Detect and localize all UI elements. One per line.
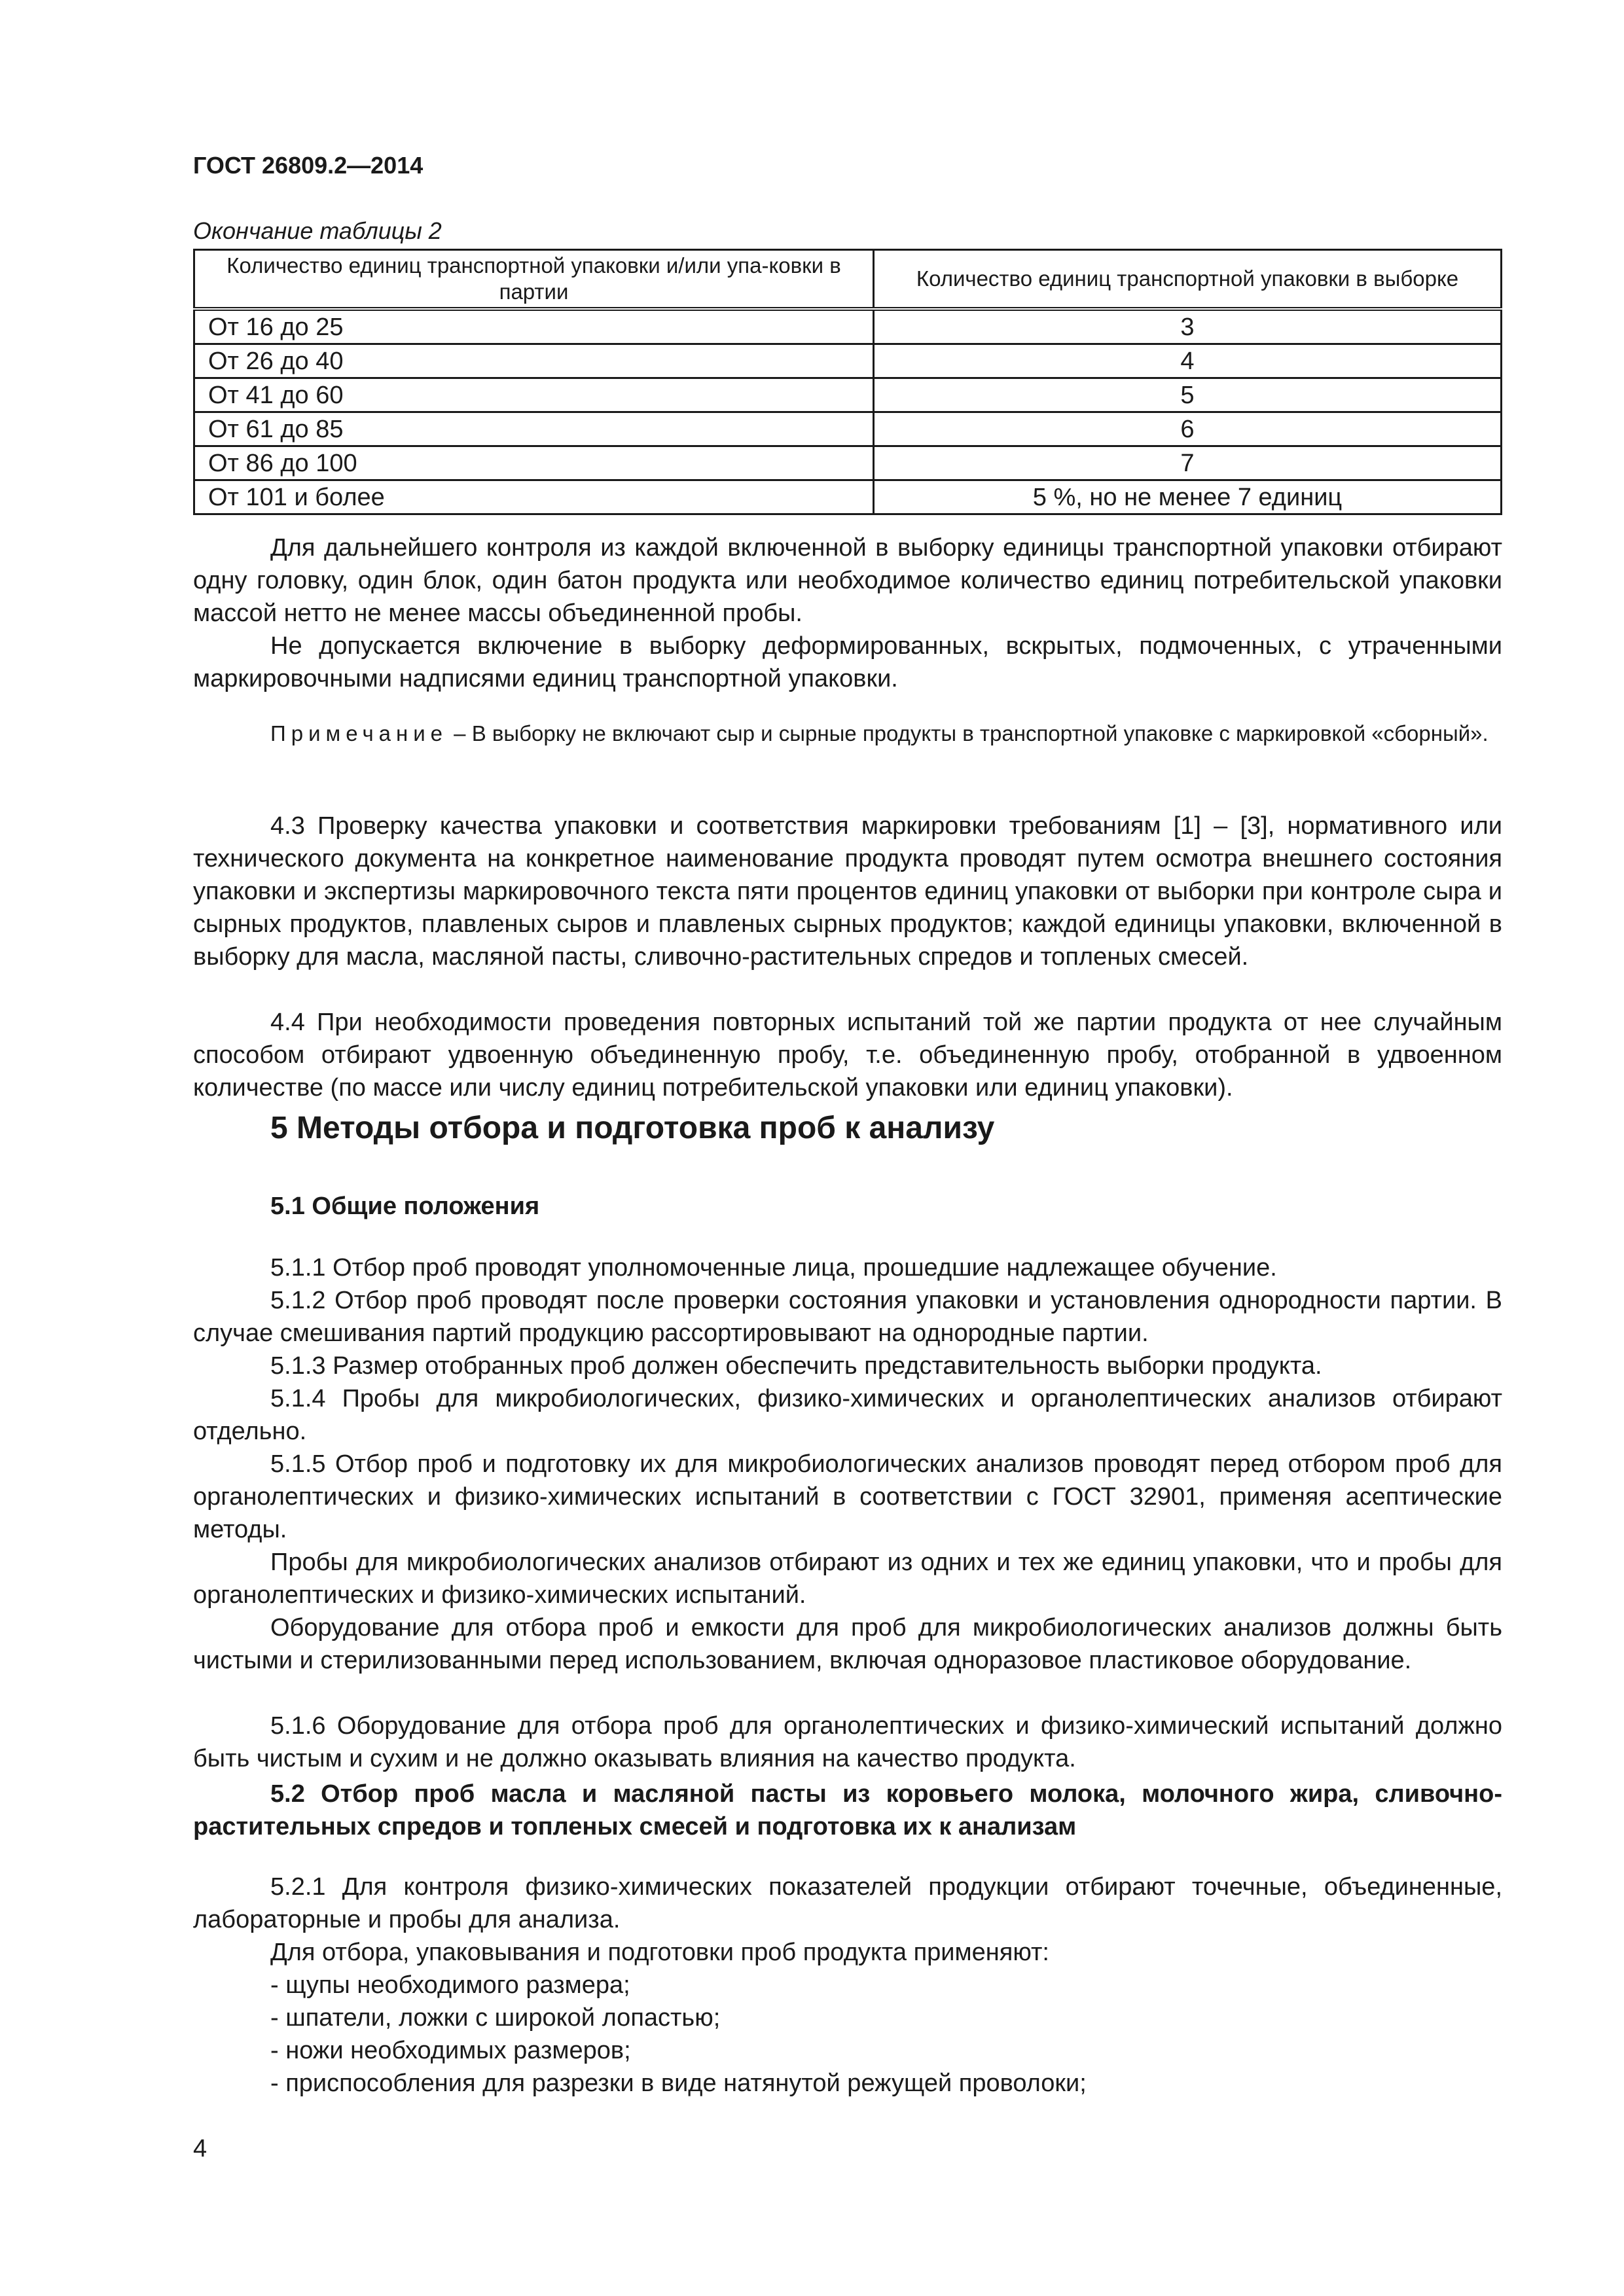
paragraph-5-1-3: 5.1.3 Размер отобранных проб должен обеспечить представительность выборки продукта. xyxy=(270,1352,1322,1380)
table-cell-range: От 86 до 100 xyxy=(194,446,874,480)
equipment-list xyxy=(270,1969,1501,2100)
table-row xyxy=(194,378,1502,412)
paragraph-5-1-4: 5.1.4 Пробы для микробиологических, физико-химических и органолептических анализов отбирают отдельно. xyxy=(193,1385,1502,1445)
paragraph-5-1-6: 5.1.6 Оборудование для отбора проб для органолептических и физико-химический испытаний должно быть чистым и сухим и не должно оказывать влияния на качество продукта. xyxy=(193,1712,1502,1772)
table-row xyxy=(194,344,1502,378)
table-header-sample-units: Количество единиц транспортной упаковки в выборке xyxy=(874,250,1502,310)
list-item: - щупы необходимого размера; xyxy=(270,1971,630,1999)
subsection-5-1-heading: 5.1 Общие положения xyxy=(270,1193,540,1220)
table-cell-count: 7 xyxy=(874,446,1502,480)
paragraph-5-2-1-apply: Для отбора, упаковывания и подготовки проб продукта применяют: xyxy=(270,1939,1049,1966)
table-cell-count: 5 xyxy=(874,378,1502,412)
subsection-5-2-heading: 5.2 Отбор проб масла и масляной пасты из коровьего молока, молочного жира, сливочно-растительных спредов и топленых смесей и подготовка их к анализам xyxy=(193,1780,1502,1840)
table-cell-count: 5 %, но не менее 7 единиц xyxy=(874,480,1502,514)
section-5-heading: 5 Методы отбора и подготовка проб к анализу xyxy=(270,1111,995,1145)
list-item: - шпатели, ложки с широкой лопастью; xyxy=(270,2004,721,2032)
table-header-row xyxy=(194,250,1502,310)
table-row xyxy=(194,446,1502,480)
list-item: - приспособления для разрезки в виде натянутой режущей проволоки; xyxy=(270,2070,1087,2097)
note-text: – В выборку не включают сыр и сырные продукты в транспортной упаковке с маркировкой «сборный». xyxy=(448,721,1489,745)
paragraph-further-control: Для дальнейшего контроля из каждой включенной в выборку единицы транспортной упаковки отбирают одну головку, один блок, один батон продукта или необходимое количество единиц потребительской упаковки массой нетто не менее массы объединенной пробы. xyxy=(193,534,1502,627)
table-cell-range: От 61 до 85 xyxy=(194,412,874,446)
document-header: ГОСТ 26809.2—2014 xyxy=(193,152,424,179)
paragraph-5-1-2: 5.1.2 Отбор проб проводят после проверки состояния упаковки и установления однородности партии. В случае смешивания партий продукцию рассортировывают на однородные партии. xyxy=(193,1287,1502,1347)
sample-size-table xyxy=(193,249,1502,515)
table-cell-count: 3 xyxy=(874,309,1502,344)
table-cell-range: От 101 и более xyxy=(194,480,874,514)
table-header-lot-units: Количество единиц транспортной упаковки и/или упа-ковки в партии xyxy=(194,250,874,310)
note-label: Примечание xyxy=(270,721,448,745)
table-cell-range: От 41 до 60 xyxy=(194,378,874,412)
paragraph-4-3: 4.3 Проверку качества упаковки и соответствия маркировки требованиям [1] – [3], нормативного или технического документа на конкретное наименование продукта проводят путем осмотра внешнего состояния упаковки и экспертизы маркировочного текста пяти процентов единиц упаковки от выборки при контроле сыра и сырных продуктов, плавленых сыров и плавленых сырных продуктов; каждой единицы упаковки, включенной в выборку для масла, масляной пасты, сливочно-растительных спредов и топленых смесей. xyxy=(193,812,1502,971)
table-cell-range: От 26 до 40 xyxy=(194,344,874,378)
paragraph-5-2-1: 5.2.1 Для контроля физико-химических показателей продукции отбирают точечные, объединенные, лабораторные и пробы для анализа. xyxy=(193,1873,1502,1933)
table-caption: Окончание таблицы 2 xyxy=(193,217,442,244)
table-row xyxy=(194,412,1502,446)
table-cell-count: 6 xyxy=(874,412,1502,446)
paragraph-5-1-5-equipment: Оборудование для отбора проб и емкости для проб для микробиологических анализов должны быть чистыми и стерилизованными перед использованием, включая одноразовое пластиковое оборудование. xyxy=(193,1614,1502,1674)
paragraph-exclusion: Не допускается включение в выборку деформированных, вскрытых, подмоченных, с утраченными маркировочными надписями единиц транспортной упаковки. xyxy=(193,632,1502,692)
paragraph-5-1-5-same-units: Пробы для микробиологических анализов отбирают из одних и тех же единиц упаковки, что и пробы для органолептических и физико-химических испытаний. xyxy=(193,1549,1502,1609)
paragraph-5-1-1: 5.1.1 Отбор проб проводят уполномоченные лица, прошедшие надлежащее обучение. xyxy=(270,1254,1277,1282)
table-cell-range: От 16 до 25 xyxy=(194,309,874,344)
table-row xyxy=(194,480,1502,514)
paragraph-5-1-5: 5.1.5 Отбор проб и подготовку их для микробиологических анализов проводят перед отбором проб для органолептических и физико-химических испытаний в соответствии с ГОСТ 32901, применяя асептические методы. xyxy=(193,1450,1502,1543)
list-item: - ножи необходимых размеров; xyxy=(270,2037,631,2064)
paragraph-4-4: 4.4 При необходимости проведения повторных испытаний той же партии продукта от нее случайным способом отбирают удвоенную объединенную пробу, т.е. объединенную пробу, отобранной в удвоенном количестве (по массе или числу единиц потребительской упаковки или единиц упаковки). xyxy=(193,1009,1502,1102)
table-row xyxy=(194,309,1502,344)
page-number: 4 xyxy=(193,2135,208,2162)
table-cell-count: 4 xyxy=(874,344,1502,378)
note xyxy=(193,718,1502,749)
